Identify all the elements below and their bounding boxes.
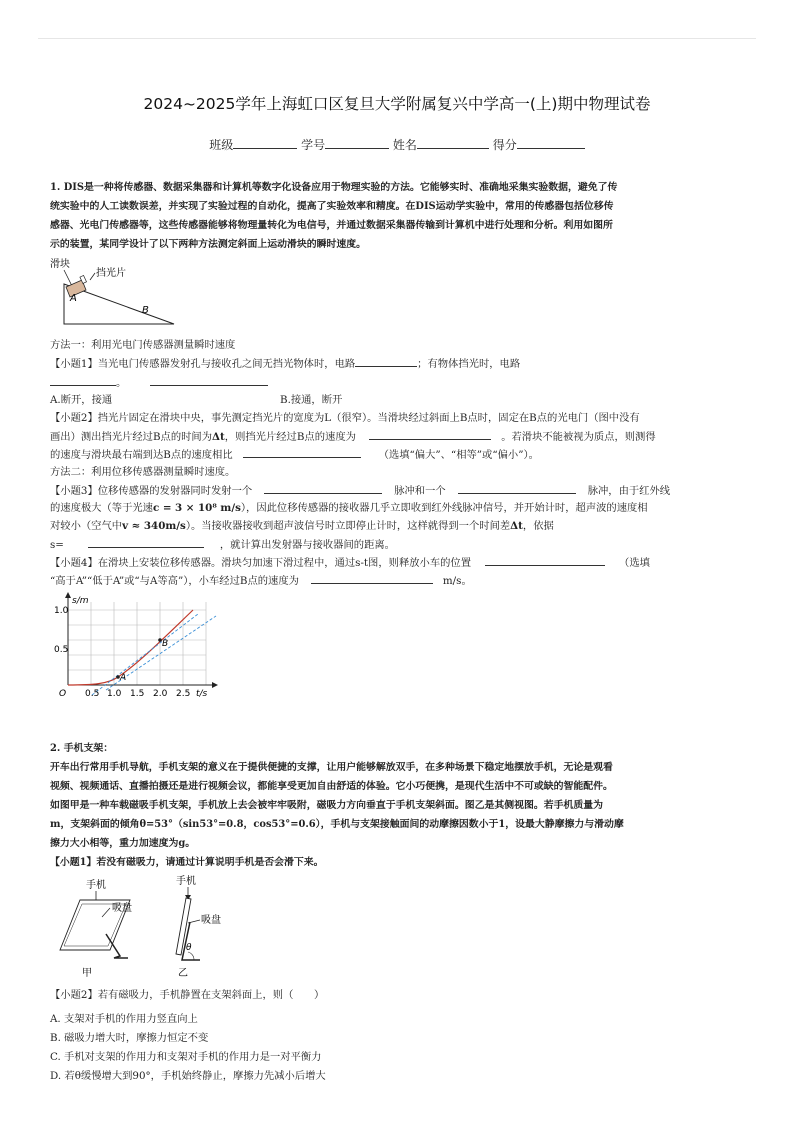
sound-speed: v ≈ 340m/s <box>122 520 186 532</box>
st-graph <box>48 592 218 700</box>
sub1-option-a: A.断开，接通 <box>50 394 113 406</box>
sub2-text: 。若滑块不能被视为质点，则测得 <box>501 431 656 443</box>
sub1-mid: ；有物体挡光时，电路 <box>417 358 521 370</box>
sub3-text: 【小题3】位移传感器的发射器同时发射一个 <box>50 485 253 497</box>
id-blank[interactable] <box>325 136 389 149</box>
q2-option-b: B. 磁吸力增大时，摩擦力恒定不变 <box>50 1032 209 1044</box>
sub4-text: 【小题4】在滑块上安装位移传感器。滑块匀加速下滑过程中，通过s-t图，则释放小车的位置 <box>50 557 472 569</box>
slider-pointer <box>64 270 72 286</box>
sub2-text: 的速度与滑块最右端到达B点的速度相比 <box>50 449 233 461</box>
sub3-blank-1[interactable] <box>264 482 382 494</box>
sub4-blank-1[interactable] <box>485 554 605 566</box>
sub1-answer-blank[interactable] <box>150 374 268 386</box>
sub2-line: 【小题2】挡光片固定在滑块中央，事先测定挡光片的宽度为L（很窄）。当滑块经过斜面上B点时，固定在B点的光电门（图中没有 <box>50 412 640 424</box>
sub3-text: 的速度极大（等于光速 <box>50 502 153 514</box>
sub1-text: 【小题1】当光电门传感器发射孔与接收孔之间无挡光物体时，电路 <box>50 358 356 370</box>
theta-arc <box>188 952 194 960</box>
q2-intro-line: m，支架斜面的倾角θ=53°（sin53°=0.8，cos53°=0.6），手机与支架接触面间的动摩擦因数小于1，设最大静摩擦力与滑动摩 <box>50 819 624 830</box>
sub2-text: （选填“偏大”、“相等”或“偏小”）。 <box>378 449 539 461</box>
x-tick-label: 2.5 <box>176 689 191 699</box>
sub4-text: m/s。 <box>442 575 472 587</box>
sub3-blank-3[interactable] <box>88 536 204 548</box>
sub3-text: 脉冲和一个 <box>394 485 446 497</box>
sub2-line-2 <box>50 428 656 445</box>
sub1-blank-2[interactable] <box>50 374 116 386</box>
sub1-option-b: B.接通，断开 <box>280 394 343 406</box>
x-axis-arrow <box>212 682 218 688</box>
sub1-line-2 <box>50 374 268 391</box>
sub3-text: s= <box>50 539 64 551</box>
sub4-line-2 <box>50 572 472 589</box>
q2-option-a: A. 支架对手机的作用力竖直向上 <box>50 1013 198 1025</box>
sub1-line <box>50 355 520 372</box>
graph-label-a: A <box>120 673 127 683</box>
method2-text: 方法二：利用位移传感器测量瞬时速度。 <box>50 466 236 478</box>
phone-label-b: 手机 <box>176 876 196 887</box>
sub3-line-3 <box>50 518 554 534</box>
sub3-line-4 <box>50 536 395 553</box>
field-id-label: 学号 <box>301 138 326 152</box>
sub3-text: 对较小（空气中 <box>50 520 123 532</box>
sub3-text: ），因此位移传感器的接收器几乎立即收到红外线脉冲信号，并开始计时，超声波的速度相 <box>240 502 648 514</box>
incline-figure <box>50 256 190 330</box>
tangent-a <box>92 614 198 695</box>
graph-grid <box>68 602 206 685</box>
x-tick-label: 1.5 <box>130 689 145 699</box>
phone-holder-figure <box>50 872 230 980</box>
sub1-blank-1[interactable] <box>355 355 417 367</box>
x-axis-label: t/s <box>196 689 208 699</box>
sub3-text: 脉冲，由于红外线 <box>587 485 671 497</box>
point-a-label: A <box>70 293 77 304</box>
sub2-text: ，则挡光片经过B点的速度为 <box>224 431 356 443</box>
caption-b: 乙 <box>178 968 188 979</box>
phone-label-a: 手机 <box>86 880 106 891</box>
page-title: 2024~2025学年上海虹口区复旦大学附属复兴中学高一(上)期中物理试卷 <box>143 95 651 113</box>
field-name-label: 姓名 <box>392 138 417 152</box>
origin-label: O <box>59 689 67 699</box>
name-blank[interactable] <box>417 136 489 149</box>
sub3-blank-2[interactable] <box>458 482 576 494</box>
q1-intro-line: 感器、光电门传感器等，这些传感器能够将物理量转化为电信号，并通过数据采集器传输到计算机中进行处理和分析。利用如图所 <box>50 220 613 231</box>
sub1-end: 。 <box>116 377 127 389</box>
x-tick-label: 2.0 <box>153 689 168 699</box>
sub4-blank-2[interactable] <box>311 572 433 584</box>
y-tick-label: 1.0 <box>54 606 69 616</box>
graph-label-b: B <box>162 639 169 649</box>
q2-sub2: 【小题2】若有磁吸力，手机静置在支架斜面上，则（ ） <box>50 989 325 1001</box>
sub2-blank-2[interactable] <box>243 446 361 458</box>
top-divider <box>38 38 756 39</box>
sub2-text: 画出）测出挡光片经过B点的时间为 <box>50 431 213 443</box>
suction-label-a: 吸盘 <box>112 903 132 914</box>
sub4-text: （选填 <box>619 557 650 569</box>
sub2-line-3 <box>50 446 539 463</box>
delta-t: Δt <box>510 520 523 532</box>
q2-sub1: 【小题1】若没有磁吸力，请通过计算说明手机是否会滑下来。 <box>50 857 324 868</box>
delta-t: Δt <box>212 431 225 443</box>
sub3-text: ，依据 <box>522 520 554 532</box>
score-blank[interactable] <box>517 136 585 149</box>
st-curve <box>68 610 193 685</box>
y-tick-label: 0.5 <box>54 645 69 655</box>
slider-label: 滑块 <box>50 259 70 270</box>
y-axis-label: s/m <box>72 596 89 606</box>
sub4-line <box>50 554 650 571</box>
sub3-line <box>50 482 670 499</box>
q1-intro-line: 统实验中的人工读数误差，并实现了实验过程的自动化，提高了实验效率和精度。在DIS运动学实验中，常用的传感器包括位移传 <box>50 201 614 212</box>
q2-intro-line: 如图甲是一种车载磁吸手机支架，手机放上去会被牢牢吸附，磁吸力方向垂直于手机支架斜面。图乙是其侧视图。若手机质量为 <box>50 800 604 811</box>
sub3-text: ，就计算出发射器与接收器间的距离。 <box>219 539 395 551</box>
q2-option-d: D. 若θ缓慢增大到90°，手机始终静止，摩擦力先减小后增大 <box>50 1070 326 1082</box>
theta-label: θ <box>186 943 192 953</box>
student-info-row <box>0 136 794 153</box>
q2-title: 2. 手机支架： <box>50 743 114 754</box>
q1-intro-line: 示的装置，某同学设计了以下两种方法测定斜面上运动滑块的瞬时速度。 <box>50 239 367 250</box>
y-axis-arrow <box>65 592 71 598</box>
x-tick-label: 0.5 <box>85 689 100 699</box>
sub3-text: ）。当接收器接收到超声波信号时立即停止计时，这样就得到一个时间差 <box>185 520 511 532</box>
sub3-line-2 <box>50 500 648 516</box>
caption-a: 甲 <box>82 968 92 979</box>
q2-intro-line: 开车出行常用手机导航，手机支架的意义在于提供便捷的支撑，让用户能够解放双手，在多种场景下稳定地摆放手机，无论是观看 <box>50 762 613 773</box>
field-score-label: 得分 <box>492 138 517 152</box>
sub2-blank-1[interactable] <box>369 428 491 440</box>
q2-option-c: C. 手机对支架的作用力和支架对手机的作用力是一对平衡力 <box>50 1051 322 1063</box>
class-blank[interactable] <box>233 136 297 149</box>
point-b-label: B <box>142 305 149 316</box>
field-class-label: 班级 <box>209 138 234 152</box>
sub4-text: “高于A”“低于A”或“与A等高”），小车经过B点的速度为 <box>50 575 299 587</box>
method1-text: 方法一：利用光电门传感器测量瞬时速度 <box>50 339 236 351</box>
q2-intro-line: 视频、视频通话、直播拍摄还是进行视频会议，都能享受更加自由舒适的体验。它小巧便携，是现代生活中不可或缺的智能配件。 <box>50 781 613 792</box>
shade-pointer <box>90 273 95 280</box>
x-tick-label: 1.0 <box>107 689 122 699</box>
q1-intro-line: 1. DIS是一种将传感器、数据采集器和计算机等数字化设备应用于物理实验的方法。它能够实时、准确地采集实验数据，避免了传 <box>50 182 618 193</box>
suction-label-b: 吸盘 <box>201 915 221 926</box>
q2-intro-line: 擦力大小相等，重力加速度为g。 <box>50 838 196 849</box>
shade-label: 挡光片 <box>96 268 126 279</box>
light-speed: c = 3 × 10⁸ m/s <box>152 502 241 514</box>
